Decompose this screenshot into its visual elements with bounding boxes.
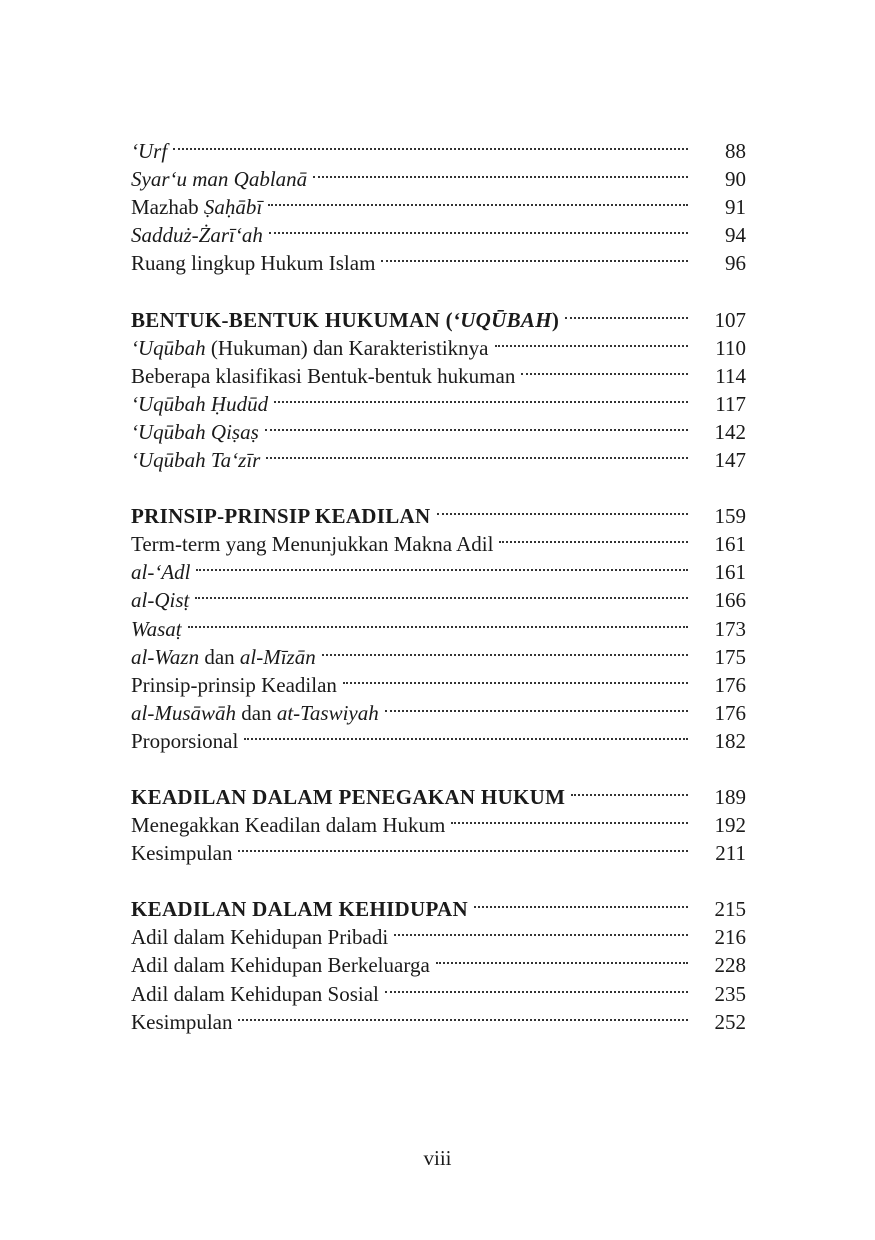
table-of-contents: [131, 130, 746, 1057]
toc-page-number: 228: [714, 953, 746, 978]
toc-entry-title: [131, 418, 265, 446]
toc-page-number: 88: [725, 139, 746, 164]
toc-entry-title-part: Syar‘u man Qablanā: [131, 167, 308, 192]
toc-entry-title-part: Term-term yang Menunjukkan Makna Adil: [131, 532, 494, 557]
toc-page-number: 114: [715, 363, 746, 388]
toc-entry-title-part: KEADILAN DALAM KEHIDUPAN: [131, 897, 468, 922]
dot-leader: [394, 916, 688, 944]
toc-page-number: 90: [725, 167, 746, 192]
toc-entry-title-part: PRINSIP-PRINSIP KEADILAN: [131, 504, 431, 529]
toc-page-number: 142: [714, 419, 746, 444]
toc-chapter-heading: [131, 495, 746, 529]
toc-entry-title: [131, 727, 244, 755]
toc-entry-title-part: ‘Uqūbah Qiṣaṣ: [131, 419, 259, 444]
toc-entry-title: [131, 671, 343, 699]
toc-entry-title: [131, 1008, 238, 1036]
toc-entry-title: [131, 193, 268, 221]
toc-entry-title-part: Sadduż-Żarī‘ah: [131, 223, 263, 248]
toc-entry-title-part: Kesimpulan: [131, 841, 233, 866]
dot-leader: [474, 888, 688, 916]
toc-entry-title-part: ‘UQŪBAH: [452, 307, 552, 332]
toc-page-number: 110: [715, 335, 746, 360]
toc-entry: [131, 579, 746, 613]
page-number: viii: [423, 1146, 452, 1170]
dot-leader: [266, 439, 688, 467]
toc-entry-title: [131, 137, 173, 165]
toc-chapter-heading: [131, 888, 746, 922]
dot-leader: [385, 692, 688, 720]
toc-entry-title-part: Adil dalam Kehidupan Pribadi: [131, 925, 389, 950]
toc-entry-title: [131, 502, 437, 530]
toc-entry-title-part: Proporsional: [131, 728, 239, 753]
toc-entry: [131, 636, 746, 669]
toc-page-number: 252: [714, 1009, 746, 1034]
toc-page-number: 175: [714, 644, 746, 669]
toc-entry-title-part: dan: [199, 644, 240, 669]
toc-entry-title-part: al-Qisṭ: [131, 588, 190, 613]
toc-entry-title-part: ‘Uqūbah: [131, 335, 206, 360]
dot-leader: [269, 214, 688, 242]
toc-entry-title-part: ‘Urf: [131, 139, 168, 164]
dot-leader: [451, 804, 688, 832]
toc-entry-title-part: Ruang lingkup Hukum Islam: [131, 251, 376, 276]
toc-entry-title-part: KEADILAN DALAM PENEGAKAN HUKUM: [131, 784, 566, 809]
toc-entry-title: [131, 615, 188, 643]
dot-leader: [343, 664, 688, 692]
toc-section: [131, 298, 746, 473]
toc-page-number: 176: [714, 672, 746, 697]
toc-section: [131, 495, 746, 753]
dot-leader: [385, 972, 688, 1000]
toc-page-number: 117: [715, 391, 746, 416]
toc-page-number: 96: [725, 251, 746, 276]
toc-entry-title-part: al-‘Adl: [131, 560, 191, 585]
dot-leader: [265, 411, 688, 439]
dot-leader: [322, 636, 688, 664]
toc-entry-title-part: ‘Uqūbah Ta‘zīr: [131, 448, 261, 473]
toc-entry-title: [131, 558, 196, 586]
toc-section: [131, 776, 746, 866]
toc-entry-title: [131, 390, 274, 418]
toc-entry-title-part: Kesimpulan: [131, 1009, 233, 1034]
toc-page-number: 147: [714, 448, 746, 473]
toc-entry-title: [131, 446, 266, 474]
dot-leader: [268, 186, 688, 214]
dot-leader: [238, 1001, 688, 1029]
toc-entry-title-part: Adil dalam Kehidupan Sosial: [131, 981, 379, 1006]
dot-leader: [437, 495, 689, 523]
toc-entry-title: [131, 839, 238, 867]
toc-page-number: 211: [715, 841, 746, 866]
dot-leader: [521, 355, 688, 383]
toc-entry-title: [131, 249, 381, 277]
dot-leader: [313, 158, 688, 186]
dot-leader: [244, 720, 688, 748]
dot-leader: [571, 776, 688, 804]
dot-leader: [196, 551, 688, 579]
dot-leader: [173, 130, 688, 158]
toc-entry-title-part: dan: [236, 700, 277, 725]
toc-entry-title-part: Prinsip-prinsip Keadilan: [131, 672, 337, 697]
toc-entry: [131, 158, 746, 192]
toc-entry-title: [131, 643, 322, 671]
toc-page-number: 161: [714, 532, 746, 557]
toc-entry-title-part: (Hukuman) dan Karakteristiknya: [205, 335, 489, 360]
toc-entry-title-part: Wasaṭ: [131, 616, 182, 641]
toc-entry-title-part: Mazhab: [131, 195, 204, 220]
toc-entry-title-part: Adil dalam Kehidupan Berkeluarga: [131, 953, 430, 978]
dot-leader: [188, 607, 688, 635]
dot-leader: [381, 242, 688, 270]
toc-page-number: 216: [714, 925, 746, 950]
toc-entry-title-part: Menegakkan Keadilan dalam Hukum: [131, 813, 446, 838]
toc-entry: [131, 551, 746, 585]
toc-page-number: 192: [714, 813, 746, 838]
toc-entry-title-part: Ṣaḥābī: [203, 195, 263, 220]
toc-page-number: 107: [714, 307, 746, 332]
toc-entry-title-part: Beberapa klasifikasi Bentuk-bentuk hukuman: [131, 363, 516, 388]
toc-entry: [131, 607, 746, 641]
toc-entry-title-part: BENTUK-BENTUK HUKUMAN (: [131, 307, 453, 332]
toc-entry-title: [131, 923, 394, 951]
toc-entry-title-part: al-Musāwāh: [131, 700, 236, 725]
toc-entry-title: [131, 221, 269, 249]
dot-leader: [274, 383, 688, 411]
toc-page-number: 182: [714, 728, 746, 753]
toc-page-number: 173: [714, 616, 746, 641]
dot-leader: [436, 944, 688, 972]
toc-page-number: 235: [714, 981, 746, 1006]
toc-page-number: 215: [714, 897, 746, 922]
toc-section: [131, 888, 746, 1034]
dot-leader: [238, 832, 688, 860]
toc-entry-title-part: ‘Uqūbah Ḥudūd: [131, 391, 269, 416]
dot-leader: [499, 523, 688, 551]
toc-entry-title-part: al-Wazn: [131, 644, 200, 669]
toc-entry-title-part: ): [551, 307, 560, 332]
dot-leader: [495, 327, 689, 355]
toc-page-number: 94: [725, 223, 746, 248]
toc-entry-title: [131, 586, 195, 614]
toc-entry-title-part: al-Mīzān: [239, 644, 316, 669]
toc-entry: [131, 130, 746, 164]
toc-page-number: 161: [714, 560, 746, 585]
toc-page-number: 189: [714, 784, 746, 809]
toc-section: [131, 130, 746, 276]
dot-leader: [565, 298, 688, 326]
toc-entry-title-part: at-Taswiyah: [276, 700, 379, 725]
toc-page-number: 176: [714, 700, 746, 725]
toc-page-number: 91: [725, 195, 746, 220]
toc-entry-title: [131, 334, 495, 362]
dot-leader: [195, 579, 688, 607]
toc-chapter-heading: [131, 298, 746, 332]
toc-page-number: 166: [714, 588, 746, 613]
toc-page-number: 159: [714, 504, 746, 529]
toc-chapter-heading: [131, 776, 746, 809]
